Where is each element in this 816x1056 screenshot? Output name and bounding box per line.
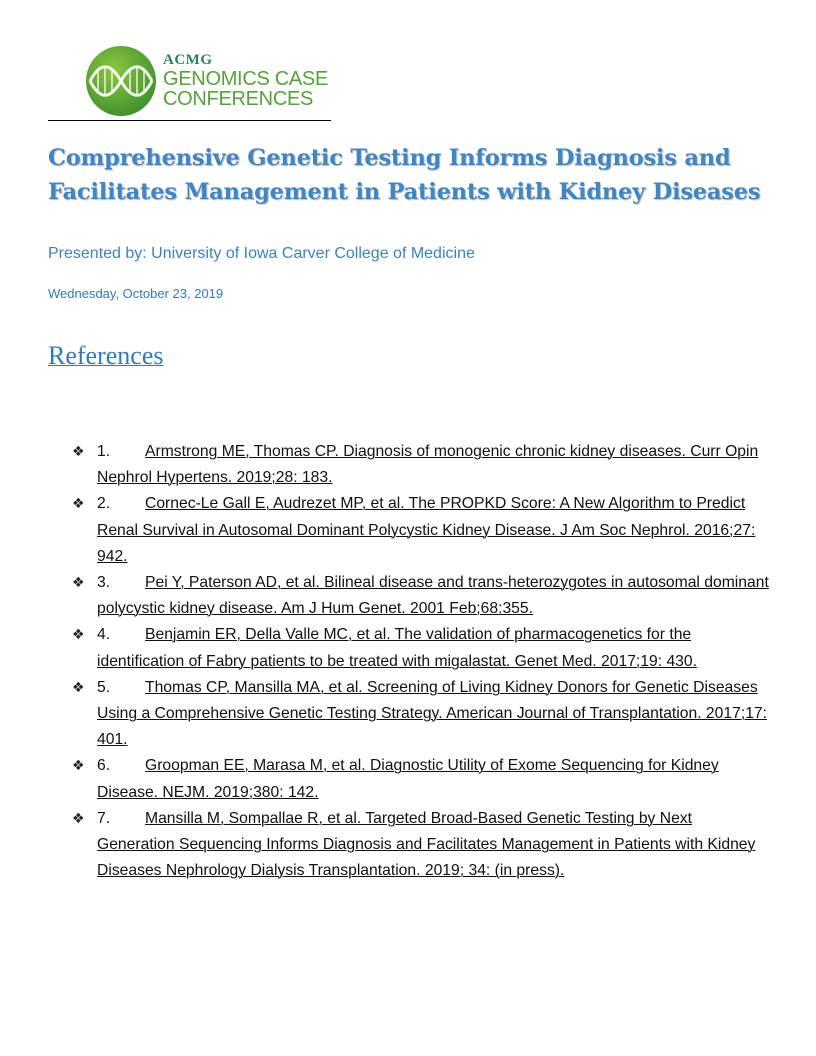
reference-citation: Pei Y, Paterson AD, et al. Bilineal disease and trans-heterozygotes in autosomal dominant polycystic kidney disease. Am J Hum Genet. 2001 Feb;68:355.: [97, 574, 769, 618]
reference-number: 2.: [97, 495, 111, 513]
reference-number: 1.: [97, 443, 111, 460]
reference-number: 7.: [97, 809, 111, 827]
reference-item[interactable]: [72, 753, 772, 805]
reference-item[interactable]: [72, 806, 772, 885]
logo-line-1: GENOMICS CASE: [163, 68, 329, 90]
reference-link[interactable]: [97, 574, 769, 617]
reference-number: 6.: [97, 757, 111, 775]
reference-link[interactable]: [97, 679, 767, 748]
reference-number: 3.: [97, 574, 111, 592]
dna-helix-icon: [84, 44, 158, 118]
diamond-bullet-icon: ❖: [72, 810, 85, 827]
reference-item[interactable]: [72, 491, 772, 570]
reference-citation: Groopman EE, Marasa M, et al. Diagnostic Utility of Exome Sequencing for Kidney Disease. NEJM. 2019;380: 142.: [97, 757, 719, 801]
reference-citation: Thomas CP, Mansilla MA, et al. Screening of Living Kidney Donors for Genetic Diseases Using a Comprehensive Genetic Testing Strategy. American Journal of Transplantation. 2017;17: 401.: [97, 678, 768, 749]
logo-line-2: CONFERENCES: [163, 88, 314, 110]
reference-item[interactable]: [72, 570, 772, 622]
header-divider: [48, 120, 331, 121]
reference-citation: Benjamin ER, Della Valle MC, et al. The validation of pharmacogenetics for the identification of Fabry patients to be treated with migalastat. Genet Med. 2017;19: 430.: [97, 626, 697, 670]
reference-link[interactable]: [97, 810, 755, 879]
reference-item[interactable]: [72, 675, 772, 754]
reference-number: 4.: [97, 626, 111, 644]
reference-number: 5.: [97, 678, 111, 696]
diamond-bullet-icon: ❖: [72, 496, 85, 513]
reference-citation: Cornec-Le Gall E, Audrezet MP, et al. The PROPKD Score: A New Algorithm to Predict Renal Survival in Autosomal Dominant Polycystic Kidney Disease. J Am Soc Nephrol. 2016;27: 942.: [97, 495, 756, 565]
event-date: Wednesday, October 23, 2019: [48, 286, 224, 301]
reference-link[interactable]: [97, 495, 755, 564]
diamond-bullet-icon: ❖: [72, 758, 85, 775]
reference-link[interactable]: [97, 757, 719, 800]
diamond-bullet-icon: ❖: [72, 444, 85, 460]
references-list: [72, 439, 772, 884]
references-heading: References: [48, 341, 164, 370]
diamond-bullet-icon: ❖: [72, 627, 85, 644]
presented-by: Presented by: University of Iowa Carver College of Medicine: [48, 245, 475, 262]
acmg-logo: [84, 44, 344, 122]
reference-item[interactable]: [72, 439, 772, 491]
reference-link[interactable]: [97, 443, 758, 486]
page-title: Comprehensive Genetic Testing Informs Diagnosis and Facilitates Management in Patients with Kidney Diseases: [48, 145, 761, 205]
diamond-bullet-icon: ❖: [72, 575, 85, 592]
reference-citation: Armstrong ME, Thomas CP. Diagnosis of monogenic chronic kidney diseases. Curr Opin Nephrol Hypertens. 2019;28: 183.: [97, 443, 759, 487]
reference-item[interactable]: [72, 622, 772, 674]
diamond-bullet-icon: ❖: [72, 679, 85, 696]
logo-acmg-text: ACMG: [163, 52, 213, 68]
reference-link[interactable]: [97, 626, 697, 669]
reference-citation: Mansilla M, Sompallae R, et al. Targeted Broad-Based Genetic Testing by Next Generation Sequencing Informs Diagnosis and Facilitates Management in Patients with Kidney Diseases Nephrology Dialysis Transplantation. 2019; 34: (in press).: [97, 809, 756, 880]
